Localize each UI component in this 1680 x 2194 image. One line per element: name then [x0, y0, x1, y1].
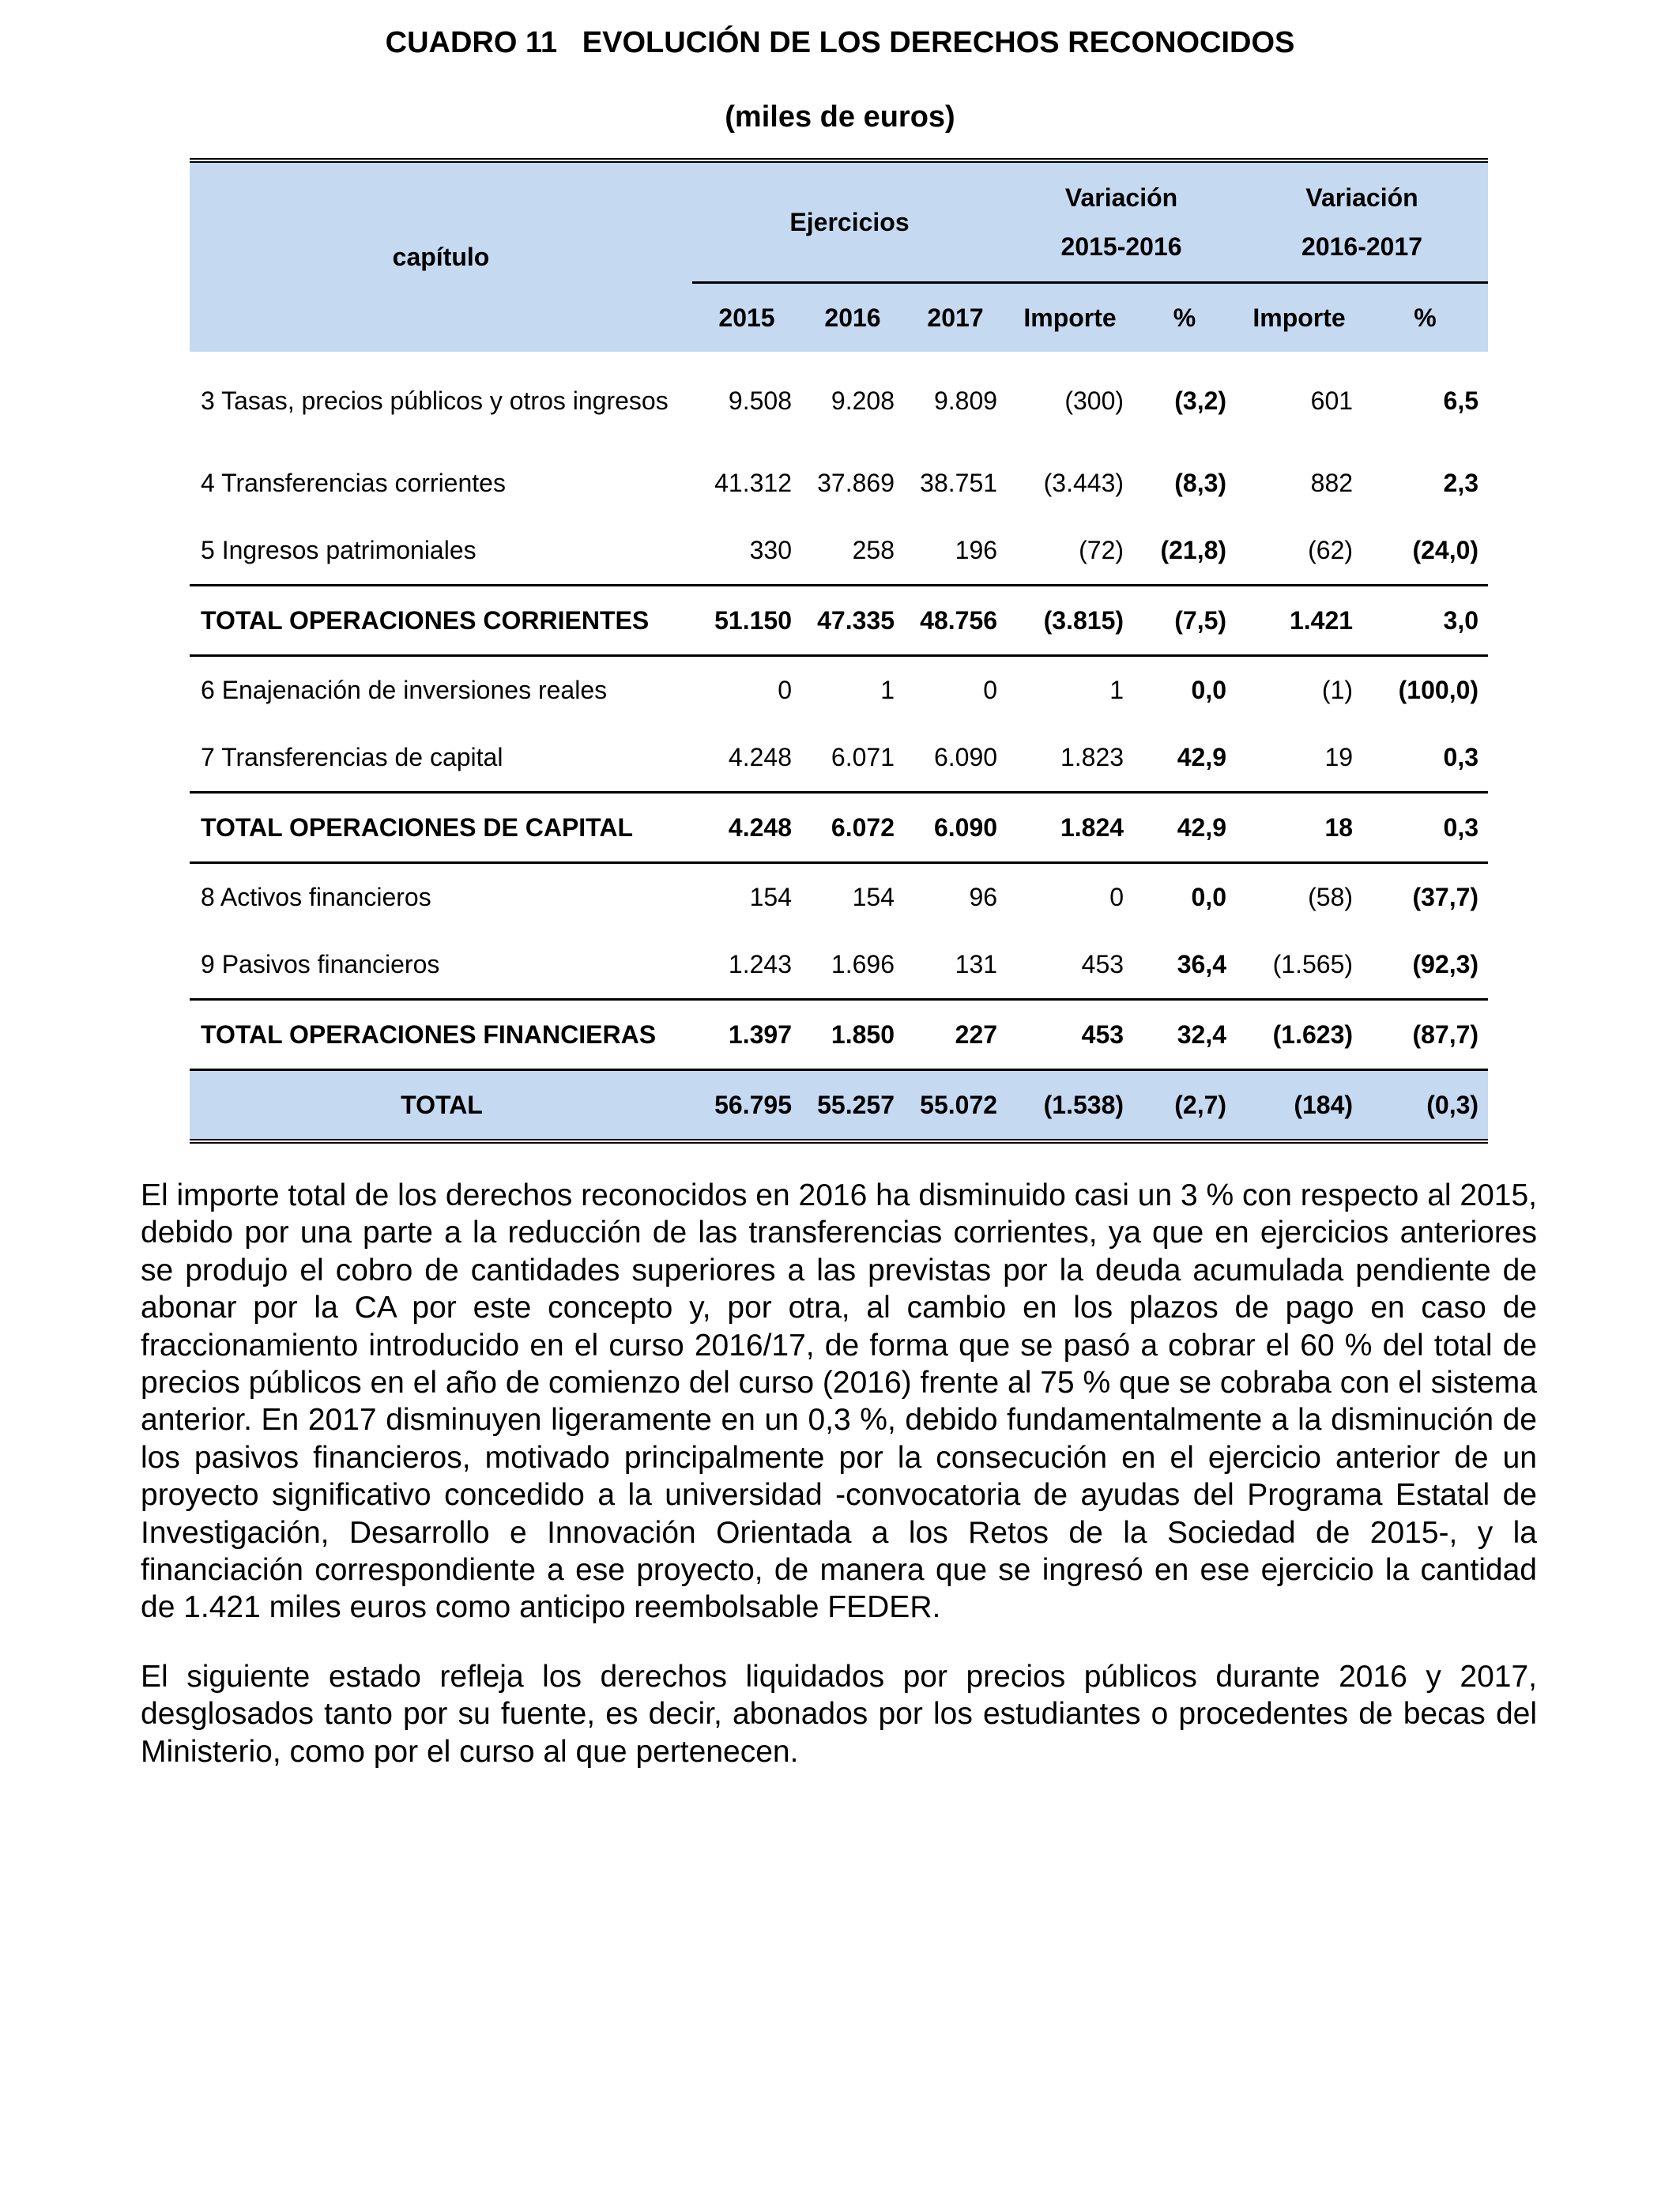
rights-table: [190, 163, 1488, 1139]
header-variacion-2-label: Variación: [1305, 183, 1418, 212]
cell-importe-2: (1.565): [1272, 950, 1354, 978]
header-capitulo: capítulo: [190, 163, 692, 352]
subtotal-row: [190, 1000, 1488, 1070]
cell-importe-2: 18: [1236, 793, 1362, 863]
table-row: [190, 656, 1488, 725]
header-variacion-2016-2017: [1236, 163, 1488, 283]
cell-2016: 37.869: [817, 469, 895, 497]
rights-table-container: [190, 158, 1488, 1144]
cell-importe-1: 453: [1081, 950, 1124, 978]
cell-importe-1: 453: [1007, 1000, 1133, 1070]
cell-2015: 4.248: [692, 793, 801, 863]
header-importe-2: Importe: [1236, 283, 1362, 352]
cell-2015: 51.150: [692, 586, 801, 656]
cell-2017: 48.756: [904, 586, 1007, 656]
cell-pct-1: 0,0: [1133, 656, 1236, 725]
cell-2015: 4.248: [728, 743, 792, 771]
cell-2017: 131: [955, 950, 998, 978]
cell-2017: 9.809: [933, 386, 998, 415]
header-2015: 2015: [692, 283, 801, 352]
cell-2016: 47.335: [801, 586, 904, 656]
cell-2015: 0: [692, 656, 801, 725]
table-body: [190, 352, 1488, 1139]
cell-pct-1: (3,2): [1174, 386, 1227, 415]
cell-2017: 196: [955, 536, 998, 564]
table-title: CUADRO 11 EVOLUCIÓN DE LOS DERECHOS RECONOCIDOS: [385, 26, 1295, 59]
header-variacion-1-period: 2015-2016: [1060, 232, 1182, 261]
cell-importe-1: (1.538): [1007, 1070, 1133, 1140]
cell-2016: 6.072: [801, 793, 904, 863]
cell-pct-2: 0,3: [1443, 743, 1479, 771]
subtotal-row: [190, 793, 1488, 863]
cell-2017: 227: [904, 1000, 1007, 1070]
row-label: TOTAL OPERACIONES FINANCIERAS: [190, 1000, 692, 1070]
header-variacion-2-period: 2016-2017: [1301, 232, 1423, 261]
cell-2017: 0: [904, 656, 1007, 725]
cell-2017: 38.751: [920, 469, 998, 497]
cell-importe-2: 882: [1310, 469, 1354, 497]
cell-2016: 9.208: [831, 386, 895, 415]
cell-pct-1: (7,5): [1133, 586, 1236, 656]
cell-importe-2: (1.623): [1236, 1000, 1362, 1070]
cell-2015: 41.312: [714, 469, 792, 497]
row-label: 3 Tasas, precios públicos y otros ingresos: [201, 386, 669, 415]
cell-pct-2: 2,3: [1443, 469, 1479, 497]
cell-importe-2: 19: [1324, 743, 1354, 771]
cell-pct-2: 0,3: [1362, 793, 1488, 863]
table-row: [190, 450, 1488, 517]
cell-pct-1: (2,7): [1133, 1070, 1236, 1140]
cell-2016: 154: [801, 863, 904, 932]
header-pct-2: %: [1362, 283, 1488, 352]
row-label: 6 Enajenación de inversiones reales: [190, 656, 692, 725]
cell-importe-2: (58): [1236, 863, 1362, 932]
cell-2015: 1.397: [692, 1000, 801, 1070]
cell-2015: 330: [749, 536, 792, 564]
table-header: [190, 163, 1488, 352]
row-label: 8 Activos financieros: [190, 863, 692, 932]
cell-2015: 56.795: [692, 1070, 801, 1140]
cell-2015: 154: [692, 863, 801, 932]
cell-pct-2: 6,5: [1443, 386, 1479, 415]
cell-importe-1: 1: [1007, 656, 1133, 725]
cell-importe-2: (184): [1236, 1070, 1362, 1140]
cell-pct-2: (24,0): [1412, 536, 1479, 564]
table-row: [190, 863, 1488, 932]
cell-importe-1: (300): [1064, 386, 1124, 415]
cell-2016: 1: [801, 656, 904, 725]
cell-importe-2: (1): [1236, 656, 1362, 725]
cell-2015: 1.243: [728, 950, 792, 978]
cell-importe-2: 601: [1310, 386, 1354, 415]
cell-pct-2: (92,3): [1412, 950, 1479, 978]
cell-pct-2: (0,3): [1362, 1070, 1488, 1140]
cell-importe-2: 1.421: [1236, 586, 1362, 656]
cell-pct-1: 42,9: [1133, 793, 1236, 863]
table-row: [190, 352, 1488, 450]
row-label: 5 Ingresos patrimoniales: [201, 536, 477, 564]
cell-2015: 9.508: [728, 386, 792, 415]
cell-pct-2: (37,7): [1362, 863, 1488, 932]
body-paragraph: El importe total de los derechos reconocidos en 2016 ha disminuido casi un 3 % con respecto al 2015, debido por una parte a la reducción de las transferencias corrientes, ya que en ejercicios anteriores se produjo el cobro de cantidades superiores a las previstas por la deuda acumulada pendiente de abonar por la CA por este concepto y, por otra, al cambio en los plazos de pago en caso de fraccionamiento introducido en el curso 2016/17, de forma que se pasó a cobrar el 60 % del total de precios públicos en el año de comienzo del curso (2016) frente al 75 % que se cobraba con el sistema anterior. En 2017 disminuyen ligeramente en un 0,3 %, debido fundamentalmente a la disminución de los pasivos financieros, motivado principalmente por la consecución en el ejercicio anterior de un proyecto significativo concedido a la universidad -convocatoria de ayudas del Programa Estatal de Investigación, Desarrollo e Innovación Orientada a los Retos de la Sociedad de 2015-, y la financiación correspondiente a ese proyecto, de manera que se ingresó en ese ejercicio la cantidad de 1.421 miles euros como anticipo reembolsable FEDER.: [141, 1178, 1537, 1625]
row-label: TOTAL: [190, 1070, 692, 1140]
cell-2016: 1.850: [801, 1000, 904, 1070]
cell-pct-2: (100,0): [1362, 656, 1488, 725]
cell-2016: 1.696: [831, 950, 895, 978]
cell-importe-2: (62): [1308, 536, 1354, 564]
cell-pct-1: 0,0: [1133, 863, 1236, 932]
cell-importe-1: 1.823: [1060, 743, 1124, 771]
body-paragraph: El siguiente estado refleja los derechos liquidados por precios públicos durante 2016 y 2017, desglosados tanto por su fuente, es decir, abonados por los estudiantes o procedentes de becas del Ministerio, como por el curso al que pertenecen.: [141, 1660, 1537, 1769]
table-row: [190, 931, 1488, 1000]
cell-pct-2: 3,0: [1362, 586, 1488, 656]
header-ejercicios: Ejercicios: [692, 163, 1007, 283]
cell-importe-1: 1.824: [1007, 793, 1133, 863]
cell-2017: 6.090: [904, 793, 1007, 863]
cell-2017: 6.090: [933, 743, 998, 771]
cell-importe-1: (3.815): [1007, 586, 1133, 656]
row-label: 7 Transferencias de capital: [201, 743, 503, 771]
cell-2017: 96: [904, 863, 1007, 932]
cell-importe-1: (72): [1079, 536, 1124, 564]
cell-2016: 6.071: [831, 743, 895, 771]
table-subtitle: (miles de euros): [725, 100, 955, 134]
header-2016: 2016: [801, 283, 904, 352]
table-row: [190, 724, 1488, 793]
cell-pct-1: 36,4: [1177, 950, 1227, 978]
cell-importe-1: 0: [1007, 863, 1133, 932]
header-pct-1: %: [1133, 283, 1236, 352]
cell-pct-1: (8,3): [1174, 469, 1227, 497]
cell-2016: 258: [852, 536, 895, 564]
header-2017: 2017: [904, 283, 1007, 352]
cell-pct-1: 42,9: [1177, 743, 1227, 771]
grand-total-row: [190, 1070, 1488, 1140]
header-variacion-2015-2016: [1007, 163, 1236, 283]
cell-2016: 55.257: [801, 1070, 904, 1140]
row-label: 9 Pasivos financieros: [201, 950, 440, 978]
row-label: 4 Transferencias corrientes: [201, 469, 506, 497]
row-label: TOTAL OPERACIONES DE CAPITAL: [190, 793, 692, 863]
cell-pct-1: 32,4: [1133, 1000, 1236, 1070]
table-bottom-rule: [190, 1139, 1488, 1144]
cell-pct-2: (87,7): [1362, 1000, 1488, 1070]
header-importe-1: Importe: [1007, 283, 1133, 352]
subtotal-row: [190, 586, 1488, 656]
header-variacion-1-label: Variación: [1064, 183, 1178, 212]
table-row: [190, 517, 1488, 586]
cell-importe-1: (3.443): [1043, 469, 1124, 497]
cell-pct-1: (21,8): [1160, 536, 1227, 564]
cell-2017: 55.072: [904, 1070, 1007, 1140]
row-label: TOTAL OPERACIONES CORRIENTES: [190, 586, 692, 656]
